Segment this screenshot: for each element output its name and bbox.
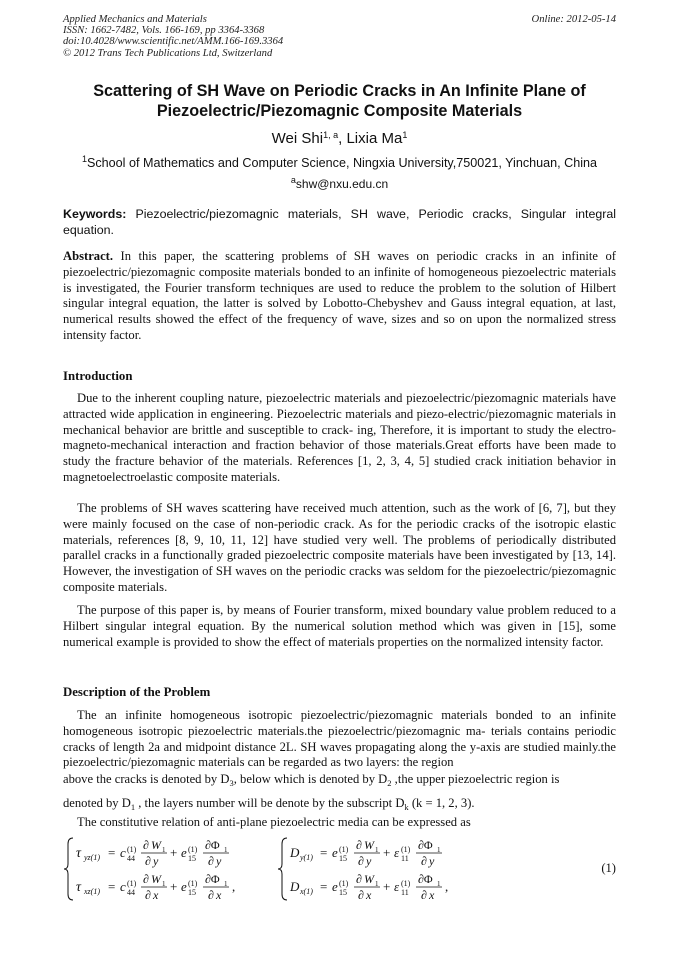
svg-text:+: + <box>170 845 178 860</box>
region-text-a: above the cracks is denoted by D <box>63 772 230 786</box>
region-text-b: , below which is denoted by D <box>233 772 388 786</box>
svg-text:(1): (1) <box>127 879 137 888</box>
svg-text:∂: ∂ <box>421 854 427 868</box>
svg-text:xz(1): xz(1) <box>84 887 100 896</box>
svg-text:e: e <box>181 879 187 894</box>
svg-text:1: 1 <box>437 880 441 888</box>
svg-text:D: D <box>290 845 300 860</box>
svg-text:15: 15 <box>339 854 347 863</box>
svg-text:(1): (1) <box>401 879 411 888</box>
svg-text:∂: ∂ <box>208 854 214 868</box>
description-line-regions <box>63 772 616 788</box>
description-line-layers <box>63 796 616 812</box>
svg-text:,: , <box>445 879 449 894</box>
svg-text:e: e <box>332 845 338 860</box>
abstract-text: In this paper, the scattering problems of SH waves on periodic cracks in an infinite of piezoelectric/piezomagnic composite materials bonded to an infinite of homogeneous piezoelectric materials is investigated, the Fourier transform techniques are used to reduce the problem to the solution of Hilbert singular integral equation, the latter is solved by Lobotto-Chebyshev and Gauss integral equation, at last, numerical results showed the effect of the frequency of wave, sizes and so on upon the normalized stress intensity factor. <box>63 249 616 342</box>
svg-text:44: 44 <box>127 888 135 897</box>
svg-text:(1): (1) <box>188 845 198 854</box>
svg-text:e: e <box>181 845 187 860</box>
svg-text:x(1): x(1) <box>300 887 313 896</box>
author-2: Lixia Ma <box>346 130 403 147</box>
svg-text:τ: τ <box>76 880 82 895</box>
svg-text:(1): (1) <box>339 845 349 854</box>
svg-text:1: 1 <box>224 846 228 854</box>
svg-text:(1): (1) <box>127 845 137 854</box>
svg-text:∂: ∂ <box>208 888 214 902</box>
svg-text:y: y <box>366 854 372 868</box>
svg-text:∂: ∂ <box>145 888 151 902</box>
svg-text:+: + <box>383 879 391 894</box>
section-heading-description: Description of the Problem <box>63 685 211 699</box>
svg-text:=: = <box>108 879 116 894</box>
svg-text:∂: ∂ <box>145 854 151 868</box>
title-line-2: Piezoelectric/Piezomagnic Composite Materials <box>156 102 523 120</box>
svg-text:ε: ε <box>394 879 400 894</box>
svg-text:y: y <box>216 854 222 868</box>
journal-header <box>63 14 616 59</box>
svg-text:(1): (1) <box>188 879 198 888</box>
layers-text-b: , the layers number will be denote by the subscript D <box>135 796 405 810</box>
intro-paragraph-3: The purpose of this paper is, by means of Fourier transform, mixed boundary value problem reduced to a Hilbert singular integral equation. By the numerical solution method which was given in [15], some numerical example is provided to show the effect of materials properties on the normalized intensity factor. <box>63 603 616 649</box>
svg-text:+: + <box>383 845 391 860</box>
svg-text:∂Φ: ∂Φ <box>418 838 433 852</box>
svg-text:∂: ∂ <box>143 838 149 852</box>
author-1-marker: 1, a <box>323 130 339 140</box>
svg-text:W: W <box>151 838 161 852</box>
online-date: Online: 2012-05-14 <box>531 14 616 25</box>
svg-text:y(1): y(1) <box>300 853 313 862</box>
journal-name: Applied Mechanics and Materials <box>63 14 207 25</box>
description-paragraph-1: The an infinite homogeneous isotropic piezoelectric/piezomagnic materials bonded to an infinite homogeneous isotropic piezoelectric materials.the piezoelectric/piezomagnic ma- terials contains periodic cracks of length 2a and midpoint distance 2L. SH waves propagating along the y-axis are studied mainly.the piezoelectric/piezomagnic materials can be regarded as two layers: the region <box>63 708 616 770</box>
svg-text:1: 1 <box>375 846 379 854</box>
svg-text:c: c <box>120 845 126 860</box>
svg-text:+: + <box>170 879 178 894</box>
author-1: Wei Shi <box>271 130 324 147</box>
svg-text:11: 11 <box>401 854 409 863</box>
equation-1-graphic <box>63 832 583 906</box>
affiliation-marker: 1 <box>81 154 87 164</box>
keywords-block <box>63 207 616 238</box>
svg-text:15: 15 <box>188 854 196 863</box>
svg-text:=: = <box>320 879 328 894</box>
svg-text:c: c <box>120 879 126 894</box>
svg-text:∂Φ: ∂Φ <box>205 872 220 886</box>
author-separator: , <box>338 130 347 147</box>
svg-text:1: 1 <box>162 880 166 888</box>
svg-text:e: e <box>332 879 338 894</box>
region-sub-d2: 2 <box>387 778 392 788</box>
layers-text-c: (k = 1, 2, 3). <box>408 796 475 810</box>
svg-text:∂: ∂ <box>143 872 149 886</box>
equation-1 <box>63 832 616 916</box>
svg-text:(1): (1) <box>339 879 349 888</box>
region-sub-d3: 3 <box>229 778 234 788</box>
layers-text-a: denoted by D <box>63 796 131 810</box>
svg-text:∂: ∂ <box>421 888 427 902</box>
affiliation <box>63 156 616 170</box>
svg-text:∂Φ: ∂Φ <box>205 838 220 852</box>
email-marker: a <box>290 175 296 185</box>
svg-text:1: 1 <box>162 846 166 854</box>
svg-text:x: x <box>216 888 222 902</box>
doi-line: doi:10.4028/www.scientific.net/AMM.166-169.3364 <box>63 36 284 48</box>
svg-text:y: y <box>429 854 435 868</box>
email-text: shw@nxu.edu.cn <box>295 177 389 191</box>
svg-text:15: 15 <box>188 888 196 897</box>
layers-sub-dk: k <box>404 802 409 812</box>
layers-sub-d1: 1 <box>130 802 136 812</box>
svg-text:∂: ∂ <box>356 872 362 886</box>
paper-title <box>63 81 616 121</box>
svg-text:,: , <box>232 879 236 894</box>
copyright-line: © 2012 Trans Tech Publications Ltd, Switzerland <box>63 47 273 59</box>
description-line-constitutive: The constitutive relation of anti-plane piezoelectric media can be expressed as <box>77 815 471 829</box>
svg-text:11: 11 <box>401 888 409 897</box>
svg-text:x: x <box>429 888 435 902</box>
author-2-marker: 1 <box>402 130 408 140</box>
abstract-label: Abstract. <box>63 249 114 263</box>
svg-text:W: W <box>364 838 374 852</box>
svg-text:∂Φ: ∂Φ <box>418 872 433 886</box>
svg-text:1: 1 <box>375 880 379 888</box>
svg-text:τ: τ <box>76 846 82 861</box>
svg-text:(1): (1) <box>401 845 411 854</box>
author-list <box>63 130 616 147</box>
abstract-block <box>63 249 616 344</box>
svg-text:1: 1 <box>224 880 228 888</box>
title-line-1: Scattering of SH Wave on Periodic Cracks in An Infinite Plane of <box>93 82 586 100</box>
svg-text:=: = <box>108 845 116 860</box>
svg-text:∂: ∂ <box>358 854 364 868</box>
intro-paragraph-2: The problems of SH waves scattering have received much attention, such as the work of [6, 7], but they were mainly focused on the case of non-periodic crack. As for the periodic cracks of the isotropic elastic materials, references [8, 9, 10, 11, 12] have studied very well. The problems of periodically distributed parallel cracks in a functionally graded piezoelectric composite materials have been investigated by [13, 14]. However, the investigation of SH waves on the periodic cracks was seldom for the piezoelectric/piezomagnic composite materials. <box>63 501 616 594</box>
svg-text:yz(1): yz(1) <box>84 853 100 862</box>
svg-text:x: x <box>153 888 159 902</box>
equation-1-number: (1) <box>601 861 616 875</box>
section-heading-introduction: Introduction <box>63 369 133 383</box>
issn-line: ISSN: 1662-7482, Vols. 166-169, pp 3364-3368 <box>63 25 265 37</box>
svg-text:44: 44 <box>127 854 135 863</box>
svg-text:∂: ∂ <box>356 838 362 852</box>
svg-text:W: W <box>151 872 161 886</box>
svg-text:y: y <box>153 854 159 868</box>
keywords-text: Piezoelectric/piezomagnic materials, SH wave, Periodic cracks, Singular integral equation. <box>63 207 616 237</box>
author-email <box>63 177 616 191</box>
keywords-label: Keywords: <box>63 207 127 221</box>
region-text-c: ,the upper piezoelectric region is <box>391 772 560 786</box>
intro-paragraph-1: Due to the inherent coupling nature, piezoelectric materials and piezoelectric/piezomagnic materials have attracted wide application in engineering. Piezoelectric materials and piezo-electric/piezomagnic materials in mechanical behavior are brittle and susceptible to crack- ing, Therefore, it is important to study the electro-magneto-mechanical interaction and fraction behavior of those materials.Great efforts have been made to study the fracture behavior of the materials. References [1, 2, 3, 4, 5] studied crack initiation behavior in magnetoelectroelastic composite materials. <box>63 391 616 484</box>
svg-text:∂: ∂ <box>358 888 364 902</box>
svg-text:W: W <box>364 872 374 886</box>
svg-text:D: D <box>290 879 300 894</box>
svg-text:1: 1 <box>437 846 441 854</box>
svg-text:x: x <box>366 888 372 902</box>
affiliation-text: School of Mathematics and Computer Science, Ningxia University,750021, Yinchuan, China <box>86 156 598 170</box>
svg-text:=: = <box>320 845 328 860</box>
svg-text:15: 15 <box>339 888 347 897</box>
svg-text:ε: ε <box>394 845 400 860</box>
